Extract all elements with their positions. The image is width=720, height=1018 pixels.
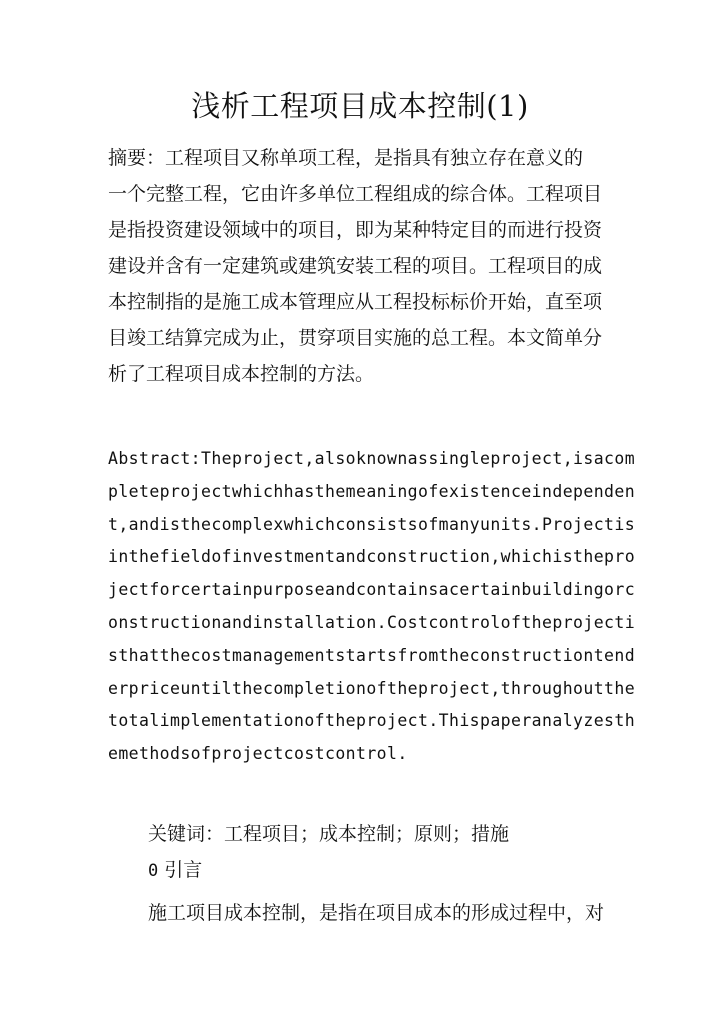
abstract-en-line: sthatthecostmanagementstartsfromtheconstructiontend (108, 645, 636, 665)
abstract-cn-line: 一个完整工程，它由许多单位工程组成的综合体。工程项目 (108, 183, 603, 205)
intro-paragraph-line: 施工项目成本控制，是指在项目成本的形成过程中，对 (148, 902, 605, 924)
abstract-en-line: erpriceuntilthecompletionoftheproject,throughoutthe (108, 678, 636, 698)
abstract-chinese (108, 140, 616, 392)
abstract-cn-line: 本控制指的是施工成本管理应从工程投标标价开始，直至项 (108, 291, 603, 313)
abstract-en-line: jectforcertainpurposeandcontainsacertainbuildingorc (108, 580, 636, 600)
abstract-cn-line: 目竣工结算完成为止，贯穿项目实施的总工程。本文简单分 (108, 327, 603, 349)
abstract-en-line: emethodsofprojectcostcontrol. (108, 744, 408, 764)
abstract-cn-line: 建设并含有一定建筑或建筑安装工程的项目。工程项目的成 (108, 255, 603, 277)
abstract-cn-line: 析了工程项目成本控制的方法。 (108, 363, 375, 385)
abstract-en-line: pleteprojectwhichhasthemeaningofexistenceindependen (108, 481, 636, 501)
abstract-en-line: onstructionandinstallation.Costcontroloftheprojecti (108, 612, 636, 632)
section-heading (148, 852, 202, 889)
document-title: 浅析工程项目成本控制(1) (191, 89, 529, 123)
abstract-cn-line: 是指投资建设领域中的项目，即为某种特定目的而进行投资 (108, 219, 603, 241)
section-title: 引言 (164, 859, 203, 881)
abstract-cn-line: 摘要：工程项目又称单项工程，是指具有独立存在意义的 (108, 147, 584, 169)
abstract-english (108, 443, 636, 771)
abstract-en-line: Abstract:Theproject,alsoknownassingleproject,isacom (108, 449, 636, 468)
abstract-en-line: inthefieldofinvestmentandconstruction,whichisthepro (108, 547, 636, 567)
abstract-en-line: t,andisthecomplexwhichconsistsofmanyunits.Projectis (108, 514, 636, 534)
keywords-line: 关键词：工程项目；成本控制；原则；措施 (148, 823, 510, 845)
abstract-en-line: totalimplementationoftheproject.Thispaperanalyzesth (108, 711, 636, 731)
section-number: 0 (148, 861, 159, 881)
